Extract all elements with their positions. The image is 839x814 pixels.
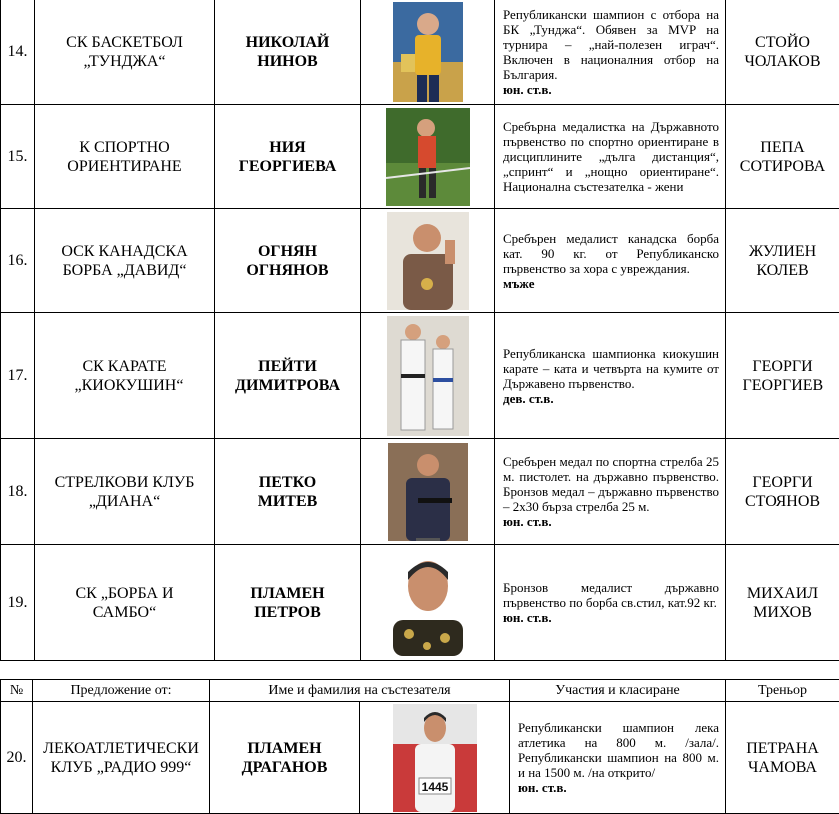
- table-header-row: [1, 680, 839, 702]
- age-group: юн. ст.в.: [503, 610, 719, 625]
- achievements: [495, 0, 726, 105]
- athlete-photo-cell: [361, 105, 495, 209]
- athlete-name: [215, 439, 361, 545]
- club-name: [35, 313, 215, 439]
- coach-name-text: СТОЙО ЧОЛАКОВ: [738, 33, 828, 71]
- table-row: [1, 313, 839, 439]
- club-name-text: ЛЕКОАТЛЕТИЧЕСКИ КЛУБ „РАДИО 999“: [41, 739, 201, 777]
- athlete-name-text: ПЛАМЕН ПЕТРОВ: [243, 584, 333, 622]
- club-name: [35, 105, 215, 209]
- athlete-photo-cell: [361, 545, 495, 661]
- club-name-text: СК КАРАТЕ „КИОКУШИН“: [75, 357, 175, 395]
- athlete-name: [215, 209, 361, 313]
- achievements: [495, 209, 726, 313]
- age-group: юн. ст.в.: [503, 82, 719, 97]
- achievements-text: Бронзов медалист държавно първенство по борба св.стил, кат.92 кг.: [503, 580, 719, 610]
- header-athlete-name: Име и фамилия на състезателя: [210, 680, 510, 702]
- achievements: [495, 313, 726, 439]
- row-number: 16.: [1, 209, 35, 313]
- athlete-name: [215, 313, 361, 439]
- coach-name: ПЕПА СОТИРОВА: [726, 105, 839, 209]
- athlete-name-text: НИЯ ГЕОРГИЕВА: [238, 138, 338, 176]
- athlete-photo-wrestling: [387, 550, 469, 656]
- table-row: [1, 105, 839, 209]
- athlete-photo-running: [393, 704, 477, 812]
- athlete-photo-cell: [361, 0, 495, 105]
- athlete-name-text: НИКОЛАЙ НИНОВ: [238, 33, 338, 71]
- club-name: [33, 702, 210, 814]
- athlete-photo-basketball: [393, 2, 463, 102]
- athlete-name-text: ПЕЙТИ ДИМИТРОВА: [233, 357, 343, 395]
- athlete-photo-cell: [361, 439, 495, 545]
- coach-name: [726, 702, 839, 814]
- header-results: Участия и класиране: [510, 680, 726, 702]
- table-row: [1, 702, 839, 814]
- athlete-name: [215, 105, 361, 209]
- club-name: [35, 545, 215, 661]
- coach-name-text: ГЕОРГИ СТОЯНОВ: [738, 473, 828, 511]
- athlete-name-text: ПЕТКО МИТЕВ: [248, 473, 328, 511]
- club-name: СК БАСКЕТБОЛ „ТУНДЖА“: [35, 0, 215, 105]
- age-group: дев. ст.в.: [503, 391, 719, 406]
- header-number: №: [1, 680, 33, 702]
- achievements: [510, 702, 726, 814]
- club-name: [35, 439, 215, 545]
- table-row: [1, 545, 839, 661]
- row-number: 15.: [1, 105, 35, 209]
- age-group: юн. ст.в.: [503, 514, 719, 529]
- athlete-photo-cell: [360, 702, 510, 814]
- athlete-photo-karate: [387, 316, 469, 436]
- nominees-table-continued: [0, 679, 839, 814]
- achievements-text: Сребърен медалист канадска борба кат. 90 кг. от Републиканско първенство за хора с увреждания.: [503, 231, 719, 276]
- athlete-photo-shooting: [388, 443, 468, 541]
- athlete-photo-orienteering: [386, 108, 470, 206]
- coach-name: [726, 439, 839, 545]
- row-number: 14.: [1, 0, 35, 105]
- table-row: [1, 209, 839, 313]
- row-number: 20.: [1, 702, 33, 814]
- achievements-text: Сребърна медалистка на Държавното първенство по спортно ориентиране в дисциплините „дълга дистанция“, „спринт“ и „нощно ориентиране“. Национална състезателка - жени: [503, 119, 719, 194]
- club-name-text: ОСК КАНАДСКА БОРБА „ДАВИД“: [50, 242, 200, 280]
- coach-name-text: ПЕТРАНА ЧАМОВА: [738, 739, 828, 777]
- achievements: [495, 105, 726, 209]
- row-number: 19.: [1, 545, 35, 661]
- coach-name-text: МИХАИЛ МИХОВ: [743, 584, 823, 622]
- achievements-text: Сребърен медал по спортна стрелба 25 м. пистолет. на държавно първенство. Бронзов медал – държавно първенство – 2х30 бърза стрелба 25 м.: [503, 454, 719, 514]
- club-name: [35, 209, 215, 313]
- achievements: [495, 545, 726, 661]
- athlete-name: [210, 702, 360, 814]
- athlete-name-text: ПЛАМЕН ДРАГАНОВ: [235, 739, 335, 777]
- table-row: [1, 0, 839, 105]
- row-number: 18.: [1, 439, 35, 545]
- club-name-text: СТРЕЛКОВИ КЛУБ „ДИАНА“: [50, 473, 200, 511]
- table-row: [1, 439, 839, 545]
- coach-name-text: ГЕОРГИ ГЕОРГИЕВ: [743, 357, 823, 395]
- achievements: [495, 439, 726, 545]
- athlete-photo-cell: [361, 313, 495, 439]
- club-name-text: К СПОРТНО ОРИЕНТИРАНЕ: [60, 138, 190, 176]
- achievements-text: Републикански шампион с отбора на БК „Тунджа“. Обявен за MVP на турнира – „най-полезен играч“. Включен в националния отбор на България.: [503, 7, 719, 82]
- athlete-name-text: ОГНЯН ОГНЯНОВ: [238, 242, 338, 280]
- athlete-photo-armwrestling: [387, 212, 469, 310]
- coach-name: [726, 209, 839, 313]
- age-group: мъже: [503, 276, 719, 291]
- athlete-photo-cell: [361, 209, 495, 313]
- achievements-text: Републиканска шампионка киокушин карате – ката и четвърта на кумите от Държавено първенство.: [503, 346, 719, 391]
- coach-name: [726, 545, 839, 661]
- header-coach: Треньор: [726, 680, 839, 702]
- club-name-text: СК „БОРБА И САМБО“: [70, 584, 180, 622]
- achievements-text: Републикански шампион лека атлетика на 800 м. /зала/. Републикански шампион на 800 м. и на 1500 м. /на открито/: [518, 720, 719, 780]
- bib-number: 1445: [421, 780, 448, 794]
- coach-name: [726, 313, 839, 439]
- athlete-name: [215, 545, 361, 661]
- header-proposal: Предложение от:: [33, 680, 210, 702]
- coach-name-text: ЖУЛИЕН КОЛЕВ: [743, 242, 823, 280]
- athlete-name: [215, 0, 361, 105]
- row-number: 17.: [1, 313, 35, 439]
- age-group: юн. ст.в.: [518, 780, 719, 795]
- coach-name: [726, 0, 839, 105]
